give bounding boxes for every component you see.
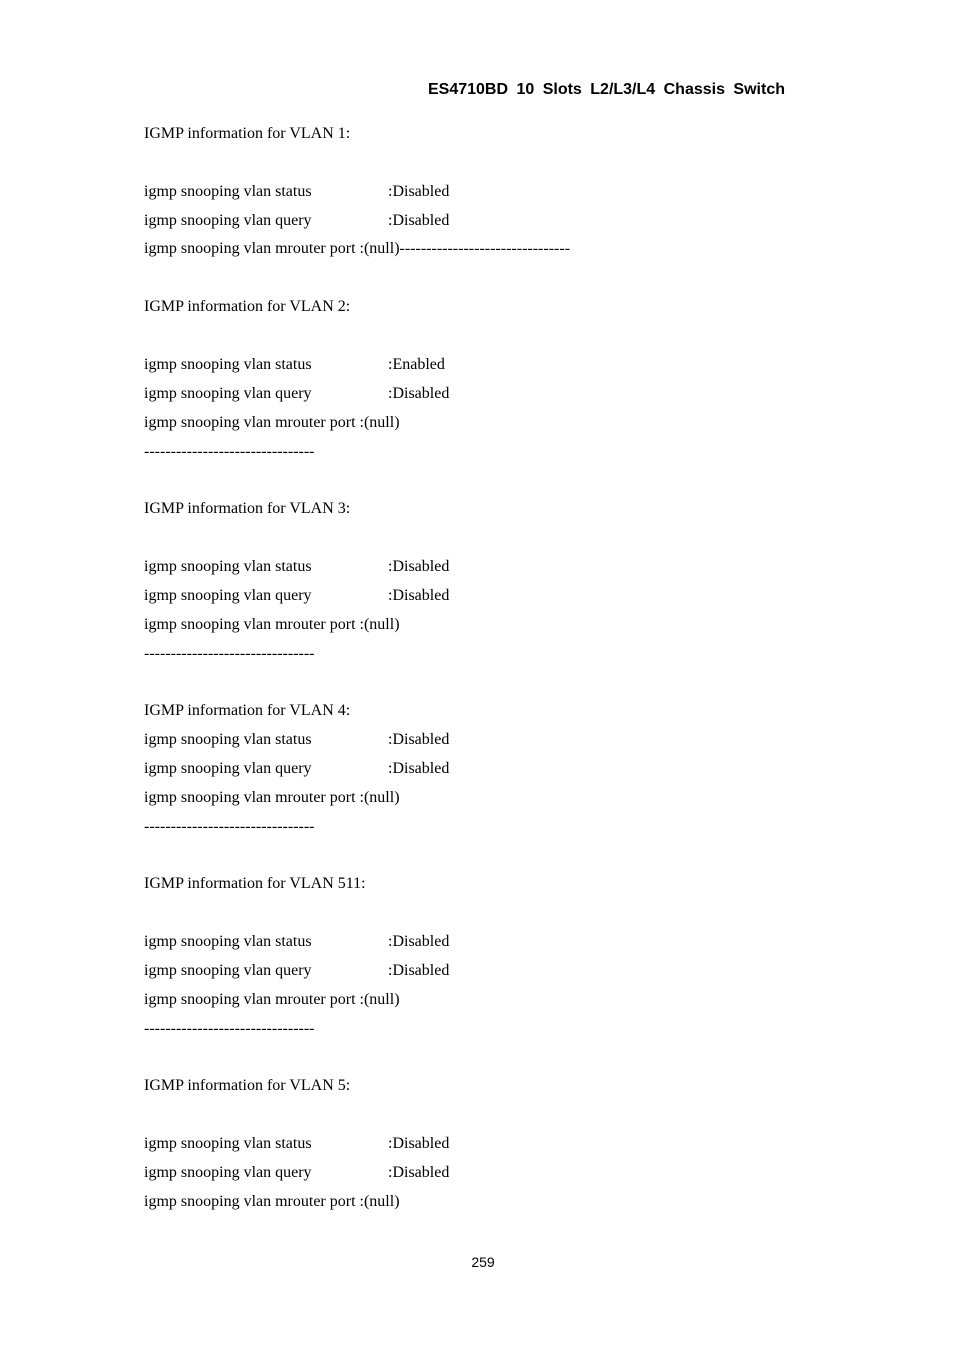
setting-value: :Disabled	[388, 1164, 450, 1181]
vlan-section-heading: IGMP information for VLAN 5:	[144, 1077, 351, 1094]
setting-row	[144, 211, 449, 231]
separator-line: --------------------------------	[144, 645, 315, 662]
separator-line: --------------------------------	[144, 1020, 315, 1037]
setting-row	[144, 384, 449, 404]
setting-label: igmp snooping vlan status	[144, 731, 312, 748]
vlan-section-heading: IGMP information for VLAN 3:	[144, 500, 351, 517]
setting-value: :Disabled	[388, 933, 450, 950]
mrouter-port-line: igmp snooping vlan mrouter port :(null)	[144, 414, 400, 431]
setting-row	[144, 557, 449, 577]
mrouter-port-line: igmp snooping vlan mrouter port :(null)--------------------------------	[144, 240, 571, 257]
setting-label: igmp snooping vlan status	[144, 558, 312, 575]
setting-row	[144, 1134, 449, 1154]
setting-row	[144, 355, 445, 375]
setting-label: igmp snooping vlan status	[144, 183, 312, 200]
mrouter-port-line: igmp snooping vlan mrouter port :(null)	[144, 1193, 400, 1210]
document-header-title: ES4710BD 10 Slots L2/L3/L4 Chassis Switch	[427, 81, 785, 98]
setting-row	[144, 759, 449, 779]
separator-line: --------------------------------	[144, 818, 315, 835]
separator-line: --------------------------------	[144, 443, 315, 460]
setting-row	[144, 961, 449, 981]
vlan-section-heading: IGMP information for VLAN 2:	[144, 298, 351, 315]
setting-label: igmp snooping vlan query	[144, 760, 312, 777]
setting-value: :Enabled	[388, 356, 445, 373]
setting-value: :Disabled	[388, 962, 450, 979]
setting-value: :Disabled	[388, 212, 450, 229]
vlan-section-heading: IGMP information for VLAN 511:	[144, 875, 366, 892]
setting-label: igmp snooping vlan query	[144, 587, 312, 604]
setting-row	[144, 730, 449, 750]
setting-label: igmp snooping vlan status	[144, 1135, 312, 1152]
setting-label: igmp snooping vlan query	[144, 1164, 312, 1181]
setting-label: igmp snooping vlan query	[144, 212, 312, 229]
setting-value: :Disabled	[388, 731, 450, 748]
setting-value: :Disabled	[388, 385, 450, 402]
setting-row	[144, 586, 449, 606]
mrouter-port-line: igmp snooping vlan mrouter port :(null)	[144, 991, 400, 1008]
setting-value: :Disabled	[388, 587, 450, 604]
setting-label: igmp snooping vlan query	[144, 385, 312, 402]
setting-label: igmp snooping vlan status	[144, 356, 312, 373]
vlan-section-heading: IGMP information for VLAN 1:	[144, 125, 351, 142]
mrouter-port-line: igmp snooping vlan mrouter port :(null)	[144, 616, 400, 633]
setting-value: :Disabled	[388, 760, 450, 777]
setting-value: :Disabled	[388, 1135, 450, 1152]
setting-row	[144, 932, 449, 952]
page-number: 259	[471, 1254, 495, 1270]
setting-value: :Disabled	[388, 558, 450, 575]
setting-value: :Disabled	[388, 183, 450, 200]
mrouter-port-line: igmp snooping vlan mrouter port :(null)	[144, 789, 400, 806]
vlan-section-heading: IGMP information for VLAN 4:	[144, 702, 351, 719]
setting-label: igmp snooping vlan query	[144, 962, 312, 979]
setting-row	[144, 1163, 449, 1183]
setting-row	[144, 182, 449, 202]
setting-label: igmp snooping vlan status	[144, 933, 312, 950]
